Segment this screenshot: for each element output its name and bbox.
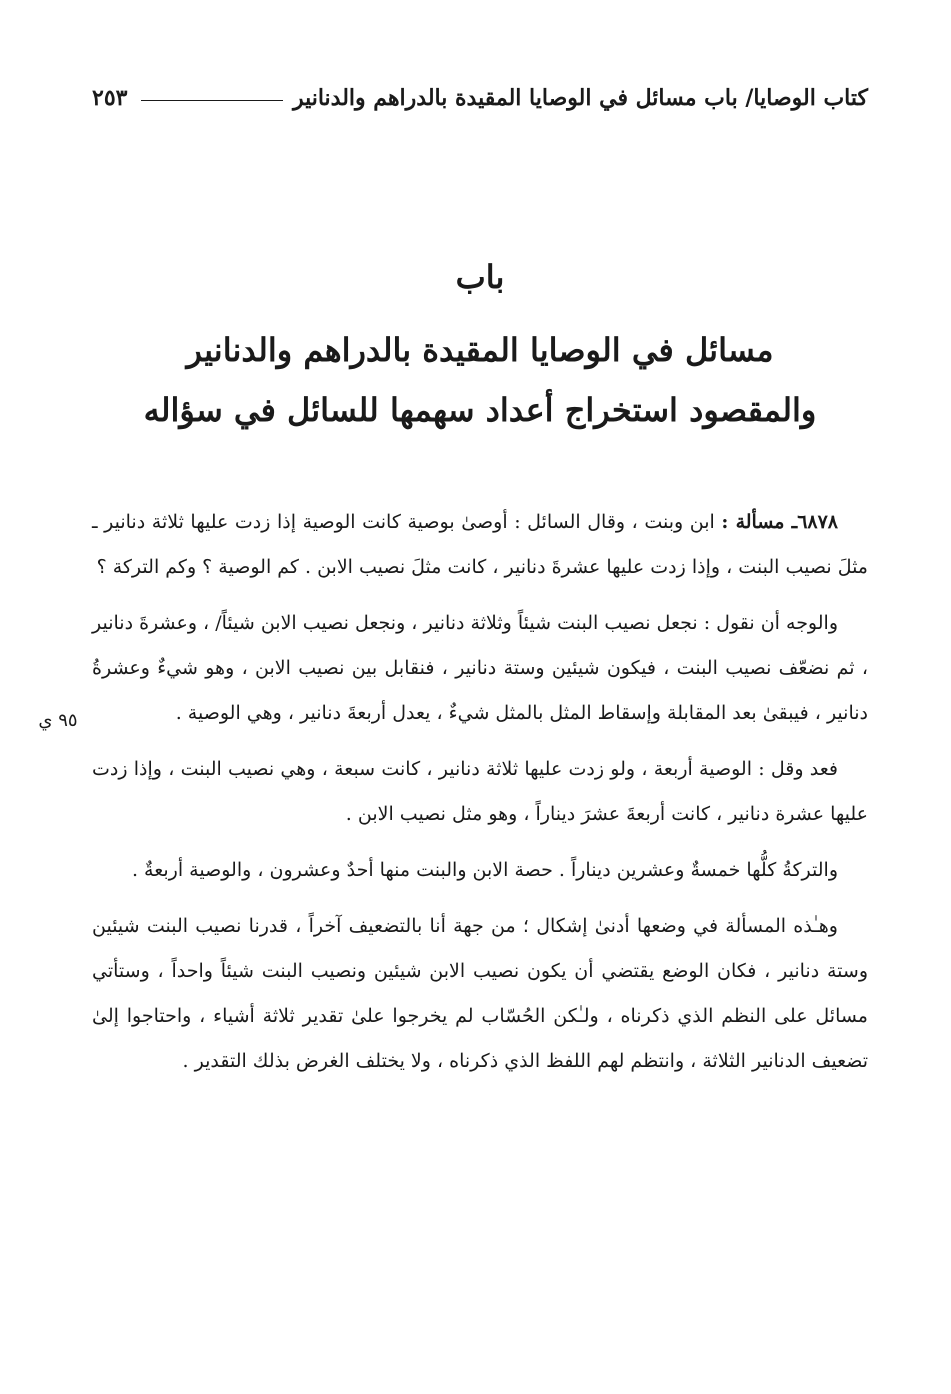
header-rule bbox=[141, 100, 282, 101]
chapter-title-line-2: والمقصود استخراج أعداد سهمها للسائل في سؤاله bbox=[143, 391, 817, 429]
paragraph-text: والتركةُ كلُّها خمسةٌ وعشرين ديناراً . حصة الابن والبنت منها أحدٌ وعشرون ، والوصية أربعةٌ . bbox=[131, 859, 838, 881]
paragraph-text: وهـٰذه المسألة في وضعها أدنىٰ إشكال ؛ من جهة أنا بالتضعيف آخراً ، قدرنا نصيب البنت شيئين وستة دنانير ، فكان الوضع يقتضي أن يكون نصيب الابن شيئين ونصيب البنت شيئاً واحداً ، وستأتي مسائل على النظم الذي ذكرناه ، ولـٰكن الحُسّاب لم يخرجوا علىٰ تقدير ثلاثة أشياء ، واحتاجوا إلىٰ تضعيف الدنانير الثلاثة ، وانتظم لهم اللفظ الذي ذكرناه ، ولا يختلف الغرض بذلك التقدير . bbox=[92, 915, 868, 1072]
chapter-title-line-1: مسائل في الوصايا المقيدة بالدراهم والدنانير bbox=[186, 331, 774, 369]
paragraph bbox=[92, 904, 868, 1084]
paragraph bbox=[92, 601, 868, 736]
issue-number: ٦٨٧٨ـ مسألة : bbox=[721, 511, 839, 533]
chapter-label: باب bbox=[455, 258, 505, 296]
running-header bbox=[92, 78, 868, 118]
page-number: ٢٥٣ bbox=[92, 85, 128, 111]
paragraph-text: والوجه أن نقول : نجعل نصيب البنت شيئاً وثلاثة دنانير ، ونجعل نصيب الابن شيئاً/ ، وعشرةَ دنانير ، ثم نضعّف نصيب البنت ، فيكون شيئين وستة دنانير ، فنقابل بين نصيب الابن ، وهو شيءٌ وعشرةُ دنانير ، فيبقىٰ بعد المقابلة وإسقاط المثل بالمثل شيءٌ ، يعدل أربعةَ دنانير ، وهي الوصية . bbox=[92, 612, 868, 724]
body-text bbox=[92, 500, 868, 1095]
paragraph-issue bbox=[92, 500, 868, 590]
paragraph-text: ابن وبنت ، وقال السائل : أوصىٰ بوصية كانت الوصية إذا زدت عليها ثلاثة دنانير ـ مثلَ نصيب البنت ، وإذا زدت عليها عشرةَ دنانير ، كانت مثلَ نصيب الابن . كم الوصية ؟ وكم التركة ؟ bbox=[92, 511, 868, 578]
paragraph-text: فعد وقل : الوصية أربعة ، ولو زدت عليها ثلاثة دنانير ، كانت سبعة ، وهي نصيب البنت ، وإذا زدت عليها عشرة دنانير ، كانت أربعةَ عشرَ ديناراً ، وهو مثل نصيب الابن . bbox=[92, 758, 868, 825]
margin-folio-note: ٩٥ ي bbox=[38, 710, 78, 731]
paragraph bbox=[92, 747, 868, 837]
paragraph bbox=[92, 848, 868, 893]
running-header-title: كتاب الوصايا/ باب مسائل في الوصايا المقيدة بالدراهم والدنانير bbox=[292, 85, 868, 111]
